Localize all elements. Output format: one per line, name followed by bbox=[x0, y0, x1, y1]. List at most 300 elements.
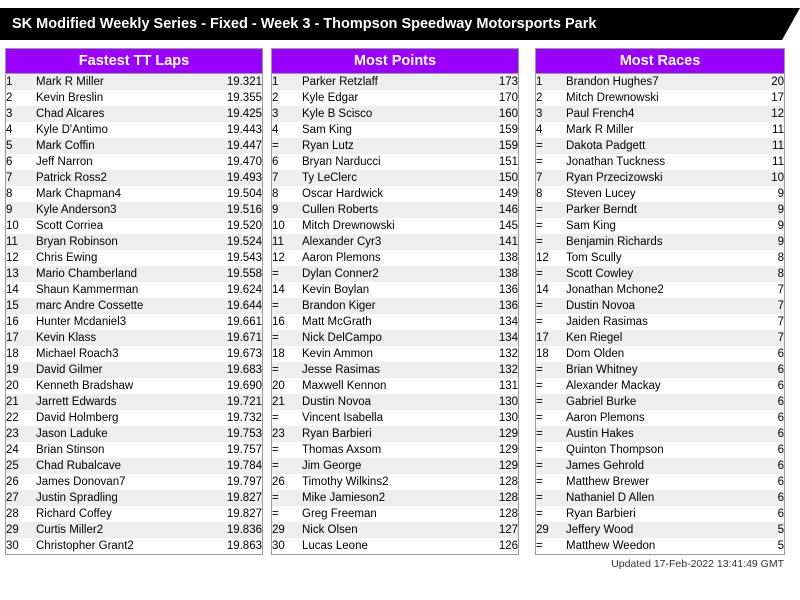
row-driver-name: Ryan Barbieri bbox=[302, 426, 472, 442]
row-value: 19.470 bbox=[216, 154, 262, 170]
table-row bbox=[272, 234, 518, 250]
table-row bbox=[6, 282, 262, 298]
table-row bbox=[6, 474, 262, 490]
row-driver-name: Sam King bbox=[302, 122, 472, 138]
table-row bbox=[272, 218, 518, 234]
table-row bbox=[272, 266, 518, 282]
row-value: 128 bbox=[472, 490, 518, 506]
row-driver-name: Mark R Miller bbox=[566, 122, 738, 138]
table-row bbox=[272, 378, 518, 394]
row-driver-name: Jonathan Tuckness bbox=[566, 154, 738, 170]
row-value: 7 bbox=[738, 330, 784, 346]
table-row bbox=[272, 202, 518, 218]
row-driver-name: Mark Chapman4 bbox=[36, 186, 216, 202]
table-row bbox=[6, 506, 262, 522]
row-value: 19.827 bbox=[216, 506, 262, 522]
row-driver-name: Kyle B Scisco bbox=[302, 106, 472, 122]
row-value: 19.671 bbox=[216, 330, 262, 346]
row-driver-name: Ryan Lutz bbox=[302, 138, 472, 154]
row-value: 19.520 bbox=[216, 218, 262, 234]
row-value: 9 bbox=[738, 186, 784, 202]
row-driver-name: Dakota Padgett bbox=[566, 138, 738, 154]
row-position: = bbox=[536, 378, 566, 394]
row-position: = bbox=[536, 474, 566, 490]
row-value: 149 bbox=[472, 186, 518, 202]
row-value: 17 bbox=[738, 90, 784, 106]
row-driver-name: Dustin Novoa bbox=[566, 298, 738, 314]
row-value: 8 bbox=[738, 266, 784, 282]
row-driver-name: Jesse Rasimas bbox=[302, 362, 472, 378]
row-position: 20 bbox=[6, 378, 36, 394]
table-row bbox=[272, 442, 518, 458]
row-value: 129 bbox=[472, 458, 518, 474]
row-position: 24 bbox=[6, 442, 36, 458]
row-position: = bbox=[536, 490, 566, 506]
row-value: 129 bbox=[472, 442, 518, 458]
row-position: 7 bbox=[6, 170, 36, 186]
row-value: 19.524 bbox=[216, 234, 262, 250]
row-driver-name: Chris Ewing bbox=[36, 250, 216, 266]
table-row bbox=[6, 314, 262, 330]
row-driver-name: Brian Whitney bbox=[566, 362, 738, 378]
row-driver-name: James Donovan7 bbox=[36, 474, 216, 490]
row-driver-name: Oscar Hardwick bbox=[302, 186, 472, 202]
row-position: 2 bbox=[536, 90, 566, 106]
updated-timestamp: Updated 17-Feb-2022 13:41:49 GMT bbox=[611, 558, 784, 570]
row-position: 13 bbox=[6, 266, 36, 282]
row-position: 5 bbox=[6, 138, 36, 154]
row-driver-name: Mark R Miller bbox=[36, 74, 216, 90]
table-row bbox=[536, 346, 784, 362]
row-position: 18 bbox=[272, 346, 302, 362]
row-value: 11 bbox=[738, 122, 784, 138]
page-title: SK Modified Weekly Series - Fixed - Week 3 - Thompson Speedway Motorsports Park bbox=[12, 16, 597, 32]
row-value: 9 bbox=[738, 202, 784, 218]
row-position: 26 bbox=[6, 474, 36, 490]
row-driver-name: marc Andre Cossette bbox=[36, 298, 216, 314]
row-value: 11 bbox=[738, 154, 784, 170]
table-row bbox=[272, 170, 518, 186]
row-value: 11 bbox=[738, 138, 784, 154]
row-position: 14 bbox=[272, 282, 302, 298]
row-value: 19.504 bbox=[216, 186, 262, 202]
table-row bbox=[272, 298, 518, 314]
row-position: 14 bbox=[6, 282, 36, 298]
row-position: = bbox=[272, 458, 302, 474]
row-position: 12 bbox=[6, 250, 36, 266]
row-value: 19.690 bbox=[216, 378, 262, 394]
row-value: 6 bbox=[738, 506, 784, 522]
row-position: 6 bbox=[272, 154, 302, 170]
row-value: 131 bbox=[472, 378, 518, 394]
row-value: 159 bbox=[472, 138, 518, 154]
row-position: 8 bbox=[6, 186, 36, 202]
row-driver-name: Austin Hakes bbox=[566, 426, 738, 442]
row-driver-name: Richard Coffey bbox=[36, 506, 216, 522]
row-position: 7 bbox=[272, 170, 302, 186]
row-driver-name: Alexander Mackay bbox=[566, 378, 738, 394]
row-driver-name: Benjamin Richards bbox=[566, 234, 738, 250]
table-most-races bbox=[536, 74, 784, 554]
table-row bbox=[536, 154, 784, 170]
row-position: = bbox=[536, 442, 566, 458]
table-row bbox=[6, 74, 262, 90]
table-row bbox=[536, 250, 784, 266]
row-driver-name: Vincent Isabella bbox=[302, 410, 472, 426]
table-row bbox=[536, 74, 784, 90]
row-position: 16 bbox=[6, 314, 36, 330]
row-position: 22 bbox=[6, 410, 36, 426]
row-value: 138 bbox=[472, 266, 518, 282]
row-driver-name: Kevin Boylan bbox=[302, 282, 472, 298]
table-row bbox=[272, 106, 518, 122]
row-position: 15 bbox=[6, 298, 36, 314]
table-row bbox=[272, 362, 518, 378]
row-driver-name: Gabriel Burke bbox=[566, 394, 738, 410]
table-row bbox=[272, 154, 518, 170]
table-row bbox=[272, 458, 518, 474]
row-value: 12 bbox=[738, 106, 784, 122]
row-value: 19.827 bbox=[216, 490, 262, 506]
row-value: 141 bbox=[472, 234, 518, 250]
row-driver-name: Ty LeClerc bbox=[302, 170, 472, 186]
row-value: 9 bbox=[738, 234, 784, 250]
table-row bbox=[6, 218, 262, 234]
row-driver-name: Mitch Drewnowski bbox=[302, 218, 472, 234]
row-value: 19.447 bbox=[216, 138, 262, 154]
panel-title-most-races: Most Races bbox=[536, 49, 784, 74]
row-position: 23 bbox=[272, 426, 302, 442]
table-row bbox=[272, 138, 518, 154]
table-row bbox=[536, 282, 784, 298]
row-position: = bbox=[536, 154, 566, 170]
table-row bbox=[536, 106, 784, 122]
row-driver-name: Patrick Ross2 bbox=[36, 170, 216, 186]
row-driver-name: David Holmberg bbox=[36, 410, 216, 426]
row-value: 151 bbox=[472, 154, 518, 170]
row-driver-name: Jim George bbox=[302, 458, 472, 474]
row-position: = bbox=[272, 298, 302, 314]
table-row bbox=[536, 330, 784, 346]
panel-fastest-tt-laps bbox=[5, 48, 263, 555]
table-row bbox=[6, 522, 262, 538]
table-row bbox=[6, 394, 262, 410]
row-value: 6 bbox=[738, 378, 784, 394]
row-driver-name: Kevin Breslin bbox=[36, 90, 216, 106]
table-row bbox=[536, 298, 784, 314]
row-driver-name: Kyle Edgar bbox=[302, 90, 472, 106]
row-value: 128 bbox=[472, 474, 518, 490]
row-position: = bbox=[272, 410, 302, 426]
row-driver-name: Shaun Kammerman bbox=[36, 282, 216, 298]
row-position: = bbox=[272, 490, 302, 506]
table-row bbox=[272, 250, 518, 266]
row-position: = bbox=[272, 330, 302, 346]
row-value: 129 bbox=[472, 426, 518, 442]
row-position: 14 bbox=[536, 282, 566, 298]
table-row bbox=[536, 426, 784, 442]
row-position: 4 bbox=[6, 122, 36, 138]
row-driver-name: Scott Corriea bbox=[36, 218, 216, 234]
table-row bbox=[272, 346, 518, 362]
row-driver-name: Ryan Barbieri bbox=[566, 506, 738, 522]
row-driver-name: Quinton Thompson bbox=[566, 442, 738, 458]
row-driver-name: James Gehrold bbox=[566, 458, 738, 474]
table-row bbox=[272, 490, 518, 506]
row-driver-name: Maxwell Kennon bbox=[302, 378, 472, 394]
row-position: = bbox=[536, 234, 566, 250]
row-position: 10 bbox=[6, 218, 36, 234]
row-position: = bbox=[536, 202, 566, 218]
row-driver-name: Matthew Brewer bbox=[566, 474, 738, 490]
panel-title-fastest-tt-laps: Fastest TT Laps bbox=[6, 49, 262, 74]
row-position: = bbox=[536, 298, 566, 314]
row-driver-name: Nick DelCampo bbox=[302, 330, 472, 346]
row-value: 19.797 bbox=[216, 474, 262, 490]
table-row bbox=[6, 362, 262, 378]
row-value: 6 bbox=[738, 490, 784, 506]
row-driver-name: Jason Laduke bbox=[36, 426, 216, 442]
row-driver-name: Jaiden Rasimas bbox=[566, 314, 738, 330]
row-driver-name: Paul French4 bbox=[566, 106, 738, 122]
row-driver-name: Brian Stinson bbox=[36, 442, 216, 458]
row-position: 17 bbox=[6, 330, 36, 346]
table-row bbox=[6, 122, 262, 138]
row-position: 25 bbox=[6, 458, 36, 474]
row-position: 29 bbox=[272, 522, 302, 538]
row-driver-name: Alexander Cyr3 bbox=[302, 234, 472, 250]
row-position: 11 bbox=[272, 234, 302, 250]
row-value: 19.863 bbox=[216, 538, 262, 554]
table-row bbox=[272, 314, 518, 330]
table-row bbox=[6, 442, 262, 458]
row-value: 134 bbox=[472, 330, 518, 346]
table-row bbox=[6, 90, 262, 106]
row-driver-name: Nathaniel D Allen bbox=[566, 490, 738, 506]
table-row bbox=[536, 90, 784, 106]
row-driver-name: Matt McGrath bbox=[302, 314, 472, 330]
row-value: 134 bbox=[472, 314, 518, 330]
table-row bbox=[6, 154, 262, 170]
row-value: 19.661 bbox=[216, 314, 262, 330]
row-driver-name: Bryan Narducci bbox=[302, 154, 472, 170]
row-position: = bbox=[536, 138, 566, 154]
table-row bbox=[536, 218, 784, 234]
row-position: 3 bbox=[272, 106, 302, 122]
row-driver-name: Mark Coffin bbox=[36, 138, 216, 154]
table-row bbox=[536, 490, 784, 506]
row-driver-name: Mario Chamberland bbox=[36, 266, 216, 282]
row-driver-name: Kevin Ammon bbox=[302, 346, 472, 362]
row-value: 6 bbox=[738, 426, 784, 442]
row-driver-name: Hunter Mcdaniel3 bbox=[36, 314, 216, 330]
row-value: 5 bbox=[738, 522, 784, 538]
title-bar bbox=[0, 8, 800, 40]
row-position: 26 bbox=[272, 474, 302, 490]
row-position: 28 bbox=[6, 506, 36, 522]
row-value: 6 bbox=[738, 474, 784, 490]
table-row bbox=[272, 330, 518, 346]
row-position: = bbox=[536, 314, 566, 330]
table-row bbox=[536, 442, 784, 458]
row-driver-name: Bryan Robinson bbox=[36, 234, 216, 250]
row-position: 30 bbox=[272, 538, 302, 554]
table-row bbox=[536, 410, 784, 426]
table-row bbox=[536, 378, 784, 394]
row-position: = bbox=[536, 218, 566, 234]
table-row bbox=[272, 74, 518, 90]
row-value: 19.516 bbox=[216, 202, 262, 218]
row-driver-name: David Gilmer bbox=[36, 362, 216, 378]
row-value: 7 bbox=[738, 298, 784, 314]
table-row bbox=[272, 506, 518, 522]
row-position: 10 bbox=[272, 218, 302, 234]
row-value: 5 bbox=[738, 538, 784, 554]
row-driver-name: Justin Spradling bbox=[36, 490, 216, 506]
table-row bbox=[6, 106, 262, 122]
row-driver-name: Chad Alcares bbox=[36, 106, 216, 122]
row-position: 27 bbox=[6, 490, 36, 506]
table-row bbox=[536, 458, 784, 474]
row-value: 19.425 bbox=[216, 106, 262, 122]
row-position: 20 bbox=[272, 378, 302, 394]
table-row bbox=[272, 282, 518, 298]
row-value: 19.683 bbox=[216, 362, 262, 378]
row-position: 29 bbox=[6, 522, 36, 538]
table-row bbox=[6, 458, 262, 474]
row-position: = bbox=[536, 394, 566, 410]
row-value: 128 bbox=[472, 506, 518, 522]
row-value: 7 bbox=[738, 314, 784, 330]
row-value: 19.784 bbox=[216, 458, 262, 474]
row-position: 30 bbox=[6, 538, 36, 554]
table-row bbox=[536, 362, 784, 378]
table-row bbox=[536, 138, 784, 154]
row-value: 6 bbox=[738, 410, 784, 426]
table-row bbox=[6, 266, 262, 282]
table-row bbox=[6, 138, 262, 154]
row-driver-name: Sam King bbox=[566, 218, 738, 234]
row-position: = bbox=[536, 538, 566, 554]
row-position: = bbox=[272, 362, 302, 378]
row-driver-name: Scott Cowley bbox=[566, 266, 738, 282]
row-position: = bbox=[536, 266, 566, 282]
row-driver-name: Jarrett Edwards bbox=[36, 394, 216, 410]
table-row bbox=[536, 234, 784, 250]
row-driver-name: Parker Berndt bbox=[566, 202, 738, 218]
row-value: 138 bbox=[472, 250, 518, 266]
row-position: 9 bbox=[6, 202, 36, 218]
row-driver-name: Brandon Hughes7 bbox=[566, 74, 738, 90]
row-value: 127 bbox=[472, 522, 518, 538]
row-value: 170 bbox=[472, 90, 518, 106]
row-position: = bbox=[536, 506, 566, 522]
table-row bbox=[6, 346, 262, 362]
row-value: 19.493 bbox=[216, 170, 262, 186]
table-row bbox=[272, 394, 518, 410]
table-row bbox=[536, 186, 784, 202]
row-value: 130 bbox=[472, 410, 518, 426]
table-row bbox=[536, 314, 784, 330]
row-value: 150 bbox=[472, 170, 518, 186]
row-value: 6 bbox=[738, 362, 784, 378]
table-row bbox=[272, 186, 518, 202]
table-row bbox=[536, 170, 784, 186]
table-row bbox=[272, 122, 518, 138]
table-row bbox=[272, 426, 518, 442]
row-position: = bbox=[272, 266, 302, 282]
row-driver-name: Michael Roach3 bbox=[36, 346, 216, 362]
table-row bbox=[536, 522, 784, 538]
row-value: 19.624 bbox=[216, 282, 262, 298]
title-bar-notch bbox=[782, 8, 800, 40]
row-driver-name: Curtis Miller2 bbox=[36, 522, 216, 538]
row-position: 2 bbox=[6, 90, 36, 106]
row-value: 146 bbox=[472, 202, 518, 218]
row-position: = bbox=[272, 506, 302, 522]
row-value: 6 bbox=[738, 458, 784, 474]
row-position: 11 bbox=[6, 234, 36, 250]
row-position: = bbox=[536, 410, 566, 426]
row-driver-name: Greg Freeman bbox=[302, 506, 472, 522]
row-position: 2 bbox=[272, 90, 302, 106]
row-position: 23 bbox=[6, 426, 36, 442]
table-row bbox=[536, 394, 784, 410]
table-row bbox=[536, 202, 784, 218]
row-value: 19.757 bbox=[216, 442, 262, 458]
row-value: 19.355 bbox=[216, 90, 262, 106]
row-value: 19.753 bbox=[216, 426, 262, 442]
row-driver-name: Thomas Axsom bbox=[302, 442, 472, 458]
row-value: 136 bbox=[472, 282, 518, 298]
row-position: 3 bbox=[6, 106, 36, 122]
row-value: 10 bbox=[738, 170, 784, 186]
table-row bbox=[272, 538, 518, 554]
row-position: 9 bbox=[272, 202, 302, 218]
table-row bbox=[6, 410, 262, 426]
table-row bbox=[272, 410, 518, 426]
row-value: 20 bbox=[738, 74, 784, 90]
row-position: 21 bbox=[6, 394, 36, 410]
row-driver-name: Dustin Novoa bbox=[302, 394, 472, 410]
row-value: 145 bbox=[472, 218, 518, 234]
row-driver-name: Brandon Kiger bbox=[302, 298, 472, 314]
row-position: = bbox=[536, 458, 566, 474]
row-position: = bbox=[272, 442, 302, 458]
row-driver-name: Ken Riegel bbox=[566, 330, 738, 346]
table-row bbox=[6, 202, 262, 218]
row-driver-name: Tom Scully bbox=[566, 250, 738, 266]
row-value: 19.732 bbox=[216, 410, 262, 426]
row-position: 4 bbox=[272, 122, 302, 138]
row-driver-name: Dylan Conner2 bbox=[302, 266, 472, 282]
row-position: = bbox=[536, 362, 566, 378]
row-position: 17 bbox=[536, 330, 566, 346]
table-row bbox=[6, 170, 262, 186]
table-row bbox=[536, 506, 784, 522]
row-value: 19.558 bbox=[216, 266, 262, 282]
row-position: 8 bbox=[272, 186, 302, 202]
table-row bbox=[6, 250, 262, 266]
table-row bbox=[6, 298, 262, 314]
row-position: 29 bbox=[536, 522, 566, 538]
table-row bbox=[536, 538, 784, 554]
row-value: 160 bbox=[472, 106, 518, 122]
table-row bbox=[6, 378, 262, 394]
row-position: 18 bbox=[536, 346, 566, 362]
row-position: 1 bbox=[272, 74, 302, 90]
row-position: = bbox=[272, 138, 302, 154]
